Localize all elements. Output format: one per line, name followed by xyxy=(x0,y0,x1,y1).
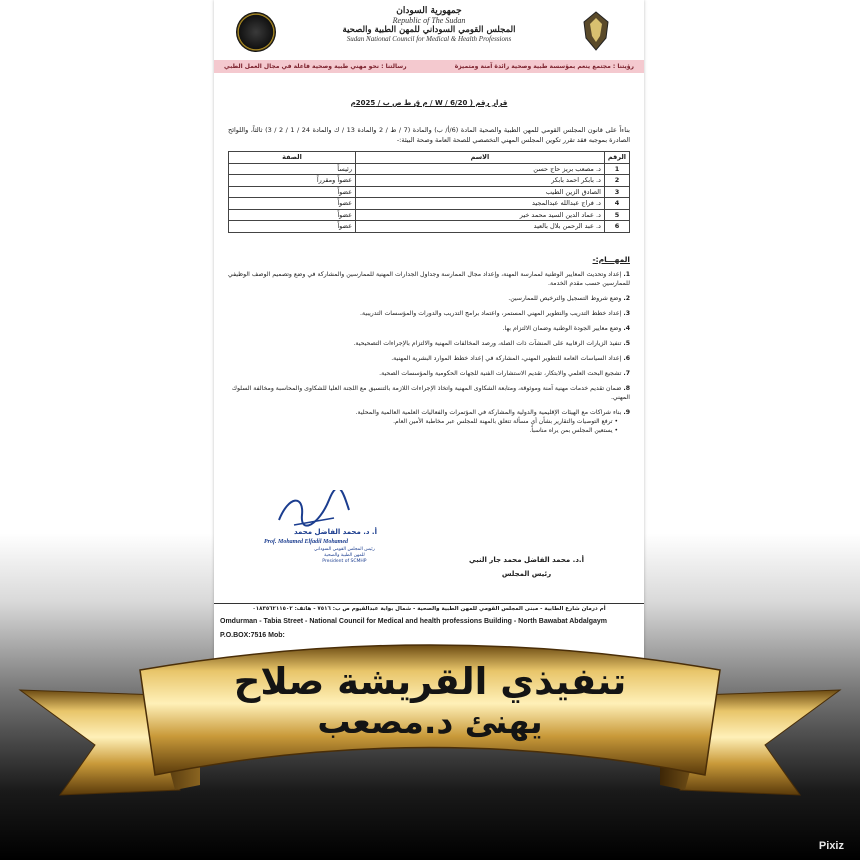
task-text: إعداد السياسات العامة للتطوير المهني، المشاركة في إعداد خطط الموارد البشرية المهنية. xyxy=(391,354,622,362)
banner-line-2: يهنئ د.مصعب xyxy=(317,702,543,741)
members-table xyxy=(228,151,630,233)
task-number: 9. xyxy=(623,408,630,416)
vision-text: رؤيتنا : مجتمع ينعم بمؤسسة طبية وصحية رائدة آمنة ومتميزة xyxy=(454,63,634,70)
header-role: الصفة xyxy=(229,152,356,164)
letterhead-titles xyxy=(294,6,564,43)
task-text: وضع معايير الجودة الوطنية وضمان الالتزام بها. xyxy=(502,324,622,332)
signatory-title: رئيس المجلس xyxy=(501,570,552,578)
table-row xyxy=(229,163,630,175)
signature-name-arabic: أ. د. محمد الفاضل محمد xyxy=(294,528,377,536)
signature-name-english: Prof. Mohamed Elfadil Mohamed xyxy=(264,539,349,545)
task-item xyxy=(214,309,644,318)
task-item xyxy=(214,384,644,402)
row-name: د. عبد الرحمن بلال بالعيد xyxy=(356,221,605,233)
row-role: عضواً xyxy=(229,221,356,233)
table-row xyxy=(229,209,630,221)
task-text: وضع شروط التسجيل والترخيص للممارسين. xyxy=(508,294,622,302)
table-header-row xyxy=(229,152,630,164)
task-number: 1. xyxy=(623,270,630,278)
task-text: بناء شراكات مع الهيئات الإقليمية والدولية والمشاركة في المؤتمرات والفعاليات العلمية العالمية والمحلية. xyxy=(355,408,622,416)
task-number: 7. xyxy=(623,369,630,377)
stamp-line: President of SCMHP xyxy=(322,559,367,564)
row-num: 4 xyxy=(604,198,629,210)
row-num: 6 xyxy=(604,221,629,233)
letterhead-english-title: Republic of The Sudan xyxy=(392,16,466,25)
task-item xyxy=(214,324,644,333)
stamp-line: للمهن الطبية والصحية xyxy=(324,553,365,558)
vision-mission-bar xyxy=(214,60,644,73)
signature-icon xyxy=(274,490,354,530)
signatory-name: أ.د. محمد الفاضل محمد جار النبي xyxy=(469,556,584,564)
task-text: إعداد وتحديث المعايير الوطنية لممارسة المهنة، وإعداد مجال الممارسة وجداول الجدارات المهنية للممارسين والمشاركة في وضع وتصميم الوصف الوظيفي للممارسين حسب مقدم الخدمة. xyxy=(228,270,630,287)
letterhead-english-council: Sudan National Council for Medical & Health Professions xyxy=(346,35,512,43)
row-name: د. عماد الدين السيد محمد خير xyxy=(356,209,605,221)
tasks-title: المهـــام:- xyxy=(592,254,630,264)
banner-line-1: تنفيذي القريشة صلاح xyxy=(233,660,627,703)
row-role: عضواً ومقرراً xyxy=(229,175,356,187)
row-role: عضواً xyxy=(229,198,356,210)
stamp-line: رئيس المجلس القومي السوداني xyxy=(314,547,375,552)
table-row xyxy=(229,175,630,187)
bullet-item: • يستعين المجلس بمن يراه مناسباً. xyxy=(529,426,618,434)
row-num: 3 xyxy=(604,186,629,198)
task-item xyxy=(214,294,644,303)
task-number: 3. xyxy=(623,309,630,317)
decree-number: قرار رقم ( 6/20 / W / م ق ط ص ب / 2025م xyxy=(350,99,508,107)
row-name: د. مصعب بريز حاج حسن xyxy=(356,163,605,175)
letterhead xyxy=(214,0,644,60)
letterhead-arabic-title: جمهورية السودان xyxy=(396,6,462,16)
row-name: د. فراج عبدالله عبدالمجيد xyxy=(356,198,605,210)
task-item xyxy=(214,354,644,363)
task-number: 8. xyxy=(623,384,630,392)
mission-text: رسالتنا : نحو مهني طبية وصحية فاعلة في مجال العمل الطبي xyxy=(224,63,407,70)
task-number: 2. xyxy=(623,294,630,302)
signature-block xyxy=(244,490,444,585)
table-row xyxy=(229,186,630,198)
bullet-text: ترفع التوصيات والتقارير بشأن أي مسألة تتعلق بالمهنة للمجلس عبر مخاطبة الأمين العام. xyxy=(393,417,613,425)
sudan-emblem-icon xyxy=(576,8,616,54)
table-row xyxy=(229,198,630,210)
row-role: عضواً xyxy=(229,186,356,198)
decree-document xyxy=(214,0,644,690)
task-text: ضمان تقديم خدمات مهنية آمنة وموثوقة، ومتابعة الشكاوى المهنية واتخاذ الإجراءات اللازمة بالتنسيق مع اللجنة العليا للشكاوى والمحاسبة ومخالفة السلوك المهني. xyxy=(231,384,630,401)
footer-arabic-address: أم درمان شارع الطابية - مبنى المجلس القومي للمهن الطبية والصحية - شمال بوابة عبدالقيوم ص ب: ٧٥١٦ - هاتف: ٠١٨٣٥٦٢١١٥٠٢ xyxy=(252,606,606,612)
header-name: الاسم xyxy=(356,152,605,164)
signatory xyxy=(469,556,584,584)
task-number: 4. xyxy=(623,324,630,332)
bullet-item: • ترفع التوصيات والتقارير بشأن أي مسألة تتعلق بالمهنة للمجلس عبر مخاطبة الأمين العام. xyxy=(393,417,618,425)
intro-paragraph: بناءاً على قانون المجلس القومي للمهن الطبية والصحية المادة (6/أ/ ب) والمادة (7 / ط / 2 والمادة 13 / ك والمادة 24 / 1 / 2 / 3) ثالثاً، واللوائح الصادرة بموجبه فقد تقرر تكوين المجلس المهني التخصصي للصحة العامة وصحة البيئة:- xyxy=(228,126,630,144)
footer-english-address: Omdurman - Tabia Street - National Council for Medical and health professions Building - North Bawabat Abdalgaym xyxy=(220,618,607,625)
official-stamp xyxy=(314,547,375,565)
task-text: تنفيذ الزيارات الرقابية على المنشآت ذات الصلة، ورصد المخالفات المهنية والالتزام بالإجراءات التصحيحية. xyxy=(353,339,622,347)
header-num: الرقم xyxy=(604,152,629,164)
bullet-text: يستعين المجلس بمن يراه مناسباً. xyxy=(529,426,613,434)
task-number: 5. xyxy=(623,339,630,347)
task-text: تشجيع البحث العلمي والابتكار، تقديم الاستشارات الفنية للجهات الحكومية والمؤسسات الصحية. xyxy=(379,369,622,377)
row-role: رئيساً xyxy=(229,163,356,175)
row-num: 1 xyxy=(604,163,629,175)
task-item xyxy=(214,408,644,417)
table-row xyxy=(229,221,630,233)
row-num: 2 xyxy=(604,175,629,187)
row-name: الصادق الزين الطيب xyxy=(356,186,605,198)
task-number: 6. xyxy=(623,354,630,362)
row-name: د. بابكر احمد بابكر xyxy=(356,175,605,187)
task-item xyxy=(214,339,644,348)
row-role: عضواً xyxy=(229,209,356,221)
council-logo-icon xyxy=(236,12,276,52)
footer-divider xyxy=(214,603,644,604)
letterhead-arabic-council: المجلس القومي السوداني للمهن الطبية والصحية xyxy=(342,25,516,35)
task-item xyxy=(214,270,644,288)
row-num: 5 xyxy=(604,209,629,221)
footer-po-box: P.O.BOX:7516 Mob: xyxy=(220,632,285,639)
task-item xyxy=(214,369,644,378)
pixiz-watermark: Pixiz xyxy=(818,840,844,852)
task-text: إعداد خطط التدريب والتطوير المهني المستمر، واعتماد برامج التدريب والدورات والمؤسسات التدريبية. xyxy=(360,309,622,317)
